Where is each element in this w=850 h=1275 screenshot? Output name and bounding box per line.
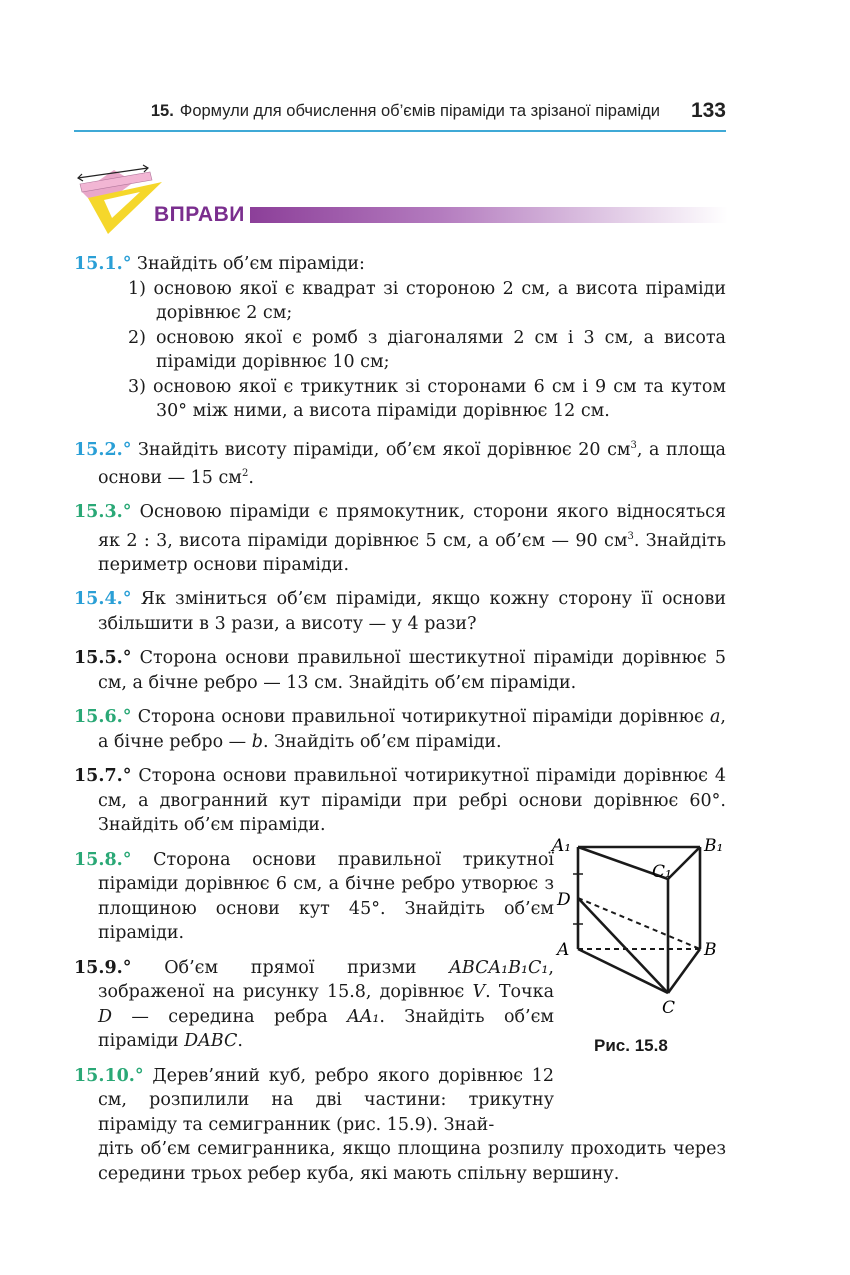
superscript: 2 (241, 467, 249, 479)
exercise-text: — середина ребра (112, 1006, 348, 1027)
exercise-text: Сторона основи правильної чотирикутної піраміди дорівнює 4 см, а двогранний кут піраміди при ребрі основи дорівнює 60°. Знайдіть об’єм піраміди. (98, 766, 726, 836)
exercise-15-10 (74, 1064, 554, 1138)
exercise-text: Об’єм прямої призми (164, 957, 450, 978)
exercise-text: Сторона основи правильної чотирикутної піраміди дорівнює (137, 707, 710, 728)
exercise-15-8 (74, 848, 554, 946)
label-c1: C₁ (652, 862, 672, 882)
exercise-text: . (248, 467, 254, 488)
variable: b (251, 731, 263, 752)
exercise-number: 15.1.° (74, 254, 132, 274)
exercise-number: 15.3.° (74, 502, 132, 523)
exercise-number: 15.6.° (74, 707, 132, 728)
exercises-heading-bar (250, 207, 728, 223)
label-a: A (557, 940, 570, 960)
exercise-15-1 (74, 252, 726, 424)
exercise-text: Знайдіть висоту піраміди, об’єм якої дорівнює 20 см (138, 439, 631, 460)
exercise-item: 1) основою якої є квадрат зі стороною 2 см, а висота піраміди дорівнює 2 см; (128, 278, 726, 323)
label-b: B (704, 940, 717, 960)
exercise-number: 15.8.° (74, 849, 132, 870)
variable: DABC (184, 1031, 238, 1052)
exercise-text: Сторона основи правильної трикутної піраміди дорівнює 6 см, а бічне ребро утворює з площиною основи кут 45°. Знайдіть об’єм піраміди. (98, 849, 554, 944)
exercise-text: . Точка (485, 982, 555, 1003)
variable: a (709, 707, 721, 728)
superscript: 3 (627, 530, 634, 542)
exercise-text: , а бічне ребро — (98, 707, 726, 752)
exercise-15-6 (74, 705, 726, 754)
exercises-heading: ВПРАВИ (154, 203, 245, 226)
label-a1: A₁ (552, 836, 572, 856)
exercise-text: Знайдіть об’єм піраміди: (137, 254, 365, 274)
exercise-text: Дерев’яний куб, ребро якого дорівнює 12 см, розпилили на дві частини: трикутну піраміду та семигранник (рис. 15.9). Знай- (98, 1065, 554, 1135)
exercise-item: 2) основою якої є ромб з діагоналями 2 см і 3 см, а висота піраміди дорівнює 10 см; (128, 327, 726, 372)
ruler-triangle-icon (74, 164, 166, 238)
exercise-15-4 (74, 587, 726, 636)
exercise-item: 3) основою якої є трикутник зі сторонами 6 см і 9 см та кутом 30° між ними, а висота піраміди дорівнює 12 см. (128, 376, 726, 421)
figure-caption: Рис. 15.8 (594, 1036, 668, 1055)
exercise-15-9 (74, 956, 554, 1054)
exercise-number: 15.9.° (74, 957, 132, 978)
prism-figure (550, 833, 730, 1023)
exercise-text: Основою піраміди є прямокутник, сторони якого відносяться як 2 : 3, висота піраміди дорівнює 5 см, а об’єм — 90 см (98, 502, 726, 551)
variable: D (98, 1006, 113, 1027)
exercise-text: . (237, 1031, 243, 1052)
exercise-text: , а площа основи — 15 см (98, 439, 726, 488)
exercise-15-5 (74, 646, 726, 695)
exercise-text: Сторона основи правильної шестикутної піраміди дорівнює 5 см, а бічне ребро — 13 см. Знайдіть об’єм піраміди. (98, 648, 726, 693)
exercise-number: 15.5.° (74, 648, 132, 669)
exercise-number: 15.10.° (74, 1065, 144, 1086)
exercise-text: , зображеної на рисунку 15.8, дорівнює (98, 957, 554, 1003)
superscript: 3 (630, 439, 637, 451)
exercise-15-10-continued: діть об’єм семигранника, якщо площина розпилу проходить через середини трьох ребер куба, які мають спільну вершину. (98, 1139, 726, 1184)
exercise-text: . Знайдіть периметр основи піраміди. (98, 530, 727, 575)
exercise-15-2 (74, 434, 726, 491)
exercise-15-7 (74, 764, 726, 838)
label-c: C (662, 998, 676, 1018)
exercise-text: . Знайдіть об’єм піраміди (98, 1006, 555, 1052)
page-number: 133 (690, 99, 726, 122)
section-title (151, 102, 660, 121)
variable: V (472, 982, 486, 1003)
section-number: 15. (150, 102, 174, 120)
exercise-number: 15.4.° (74, 589, 132, 610)
variable: AA₁ (347, 1006, 380, 1027)
page-header (74, 96, 726, 132)
label-b1: B₁ (704, 836, 724, 856)
exercise-text: . Знайдіть об’єм піраміди. (262, 731, 502, 752)
label-d: D (557, 890, 571, 910)
exercise-number: 15.7.° (74, 766, 132, 787)
prism-name: ABCA₁B₁C₁ (449, 957, 549, 978)
exercise-15-3 (74, 500, 726, 577)
exercise-number: 15.2.° (74, 439, 132, 460)
exercise-text: Як зміниться об’єм піраміди, якщо кожну сторону її основи збільшити в 3 рази, а висоту — у 4 рази? (98, 589, 726, 634)
section-title-text: Формули для обчислення об’ємів піраміди та зрізаної піраміди (179, 102, 660, 120)
